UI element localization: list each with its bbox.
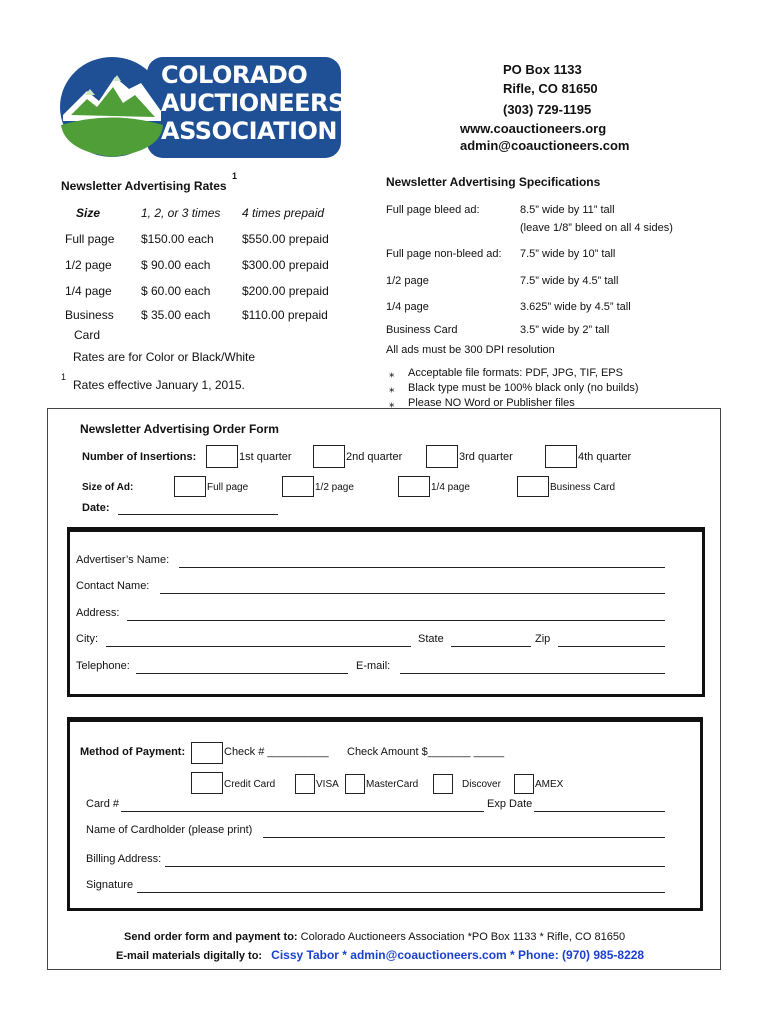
send-to-label: Send order form and payment to: — [124, 931, 298, 943]
spec-value: 3.5” wide by 2” tall — [520, 324, 610, 336]
website-link[interactable]: www.coauctioneers.org — [460, 121, 607, 136]
rate-prepaid: $300.00 prepaid — [242, 258, 329, 272]
insertion-4th-label: 4th quarter — [578, 451, 632, 463]
email-materials-line — [116, 948, 644, 962]
insertion-1st-label: 1st quarter — [239, 451, 292, 463]
address-label: Address: — [76, 607, 120, 619]
contact-name-label: Contact Name: — [76, 580, 150, 592]
rate-size: Full page — [65, 232, 115, 246]
card-number-label: Card # — [86, 798, 120, 810]
discover-label: Discover — [462, 779, 501, 790]
rate-price: $ 60.00 each — [141, 284, 211, 298]
rates-title: Newsletter Advertising Rates — [61, 179, 227, 193]
insertion-4th-checkbox[interactable] — [545, 445, 577, 468]
rate-size: 1/4 page — [65, 284, 112, 298]
size-full-checkbox[interactable] — [174, 476, 206, 497]
size-label: Size of Ad: — [82, 482, 134, 493]
spec-value-cont: (leave 1/8” bleed on all 4 sides) — [520, 222, 673, 234]
bullet-text: Black type must be 100% black only (no builds) — [408, 382, 639, 394]
po-box: PO Box 1133 — [503, 62, 582, 77]
credit-card-label: Credit Card — [224, 779, 276, 790]
spec-label: Full page bleed ad: — [386, 204, 480, 216]
size-half-checkbox[interactable] — [282, 476, 314, 497]
size-quarter-label: 1/4 page — [431, 482, 470, 493]
zip-field[interactable] — [558, 646, 665, 647]
rate-size: Business — [65, 308, 114, 322]
spec-label: 1/2 page — [386, 275, 429, 287]
insertions-label: Number of Insertions: — [82, 451, 197, 463]
size-full-label: Full page — [207, 482, 249, 493]
bullet-text: Acceptable file formats: PDF, JPG, TIF, EPS — [408, 367, 623, 379]
logo-line-1: COLORADO — [161, 61, 308, 89]
email-materials-label: E-mail materials digitally to: — [116, 950, 263, 962]
billing-address-field[interactable] — [165, 866, 665, 867]
send-to-line — [124, 931, 625, 943]
state-field[interactable] — [451, 646, 531, 647]
check-checkbox[interactable] — [191, 742, 223, 764]
rate-prepaid: $110.00 prepaid — [242, 308, 328, 322]
email-link[interactable]: admin@coauctioneers.com — [460, 138, 630, 153]
spec-label: 1/4 page — [386, 301, 429, 313]
insertion-3rd-checkbox[interactable] — [426, 445, 458, 468]
rates-footnote: Rates effective January 1, 2015. — [73, 378, 245, 392]
credit-card-checkbox[interactable] — [191, 772, 223, 794]
city-state: Rifle, CO 81650 — [503, 81, 598, 96]
bullet-icon: ⁎ — [389, 368, 395, 380]
cardholder-field[interactable] — [263, 837, 665, 838]
logo-line-3: ASSOCIATION — [161, 117, 338, 145]
rates-note: Rates are for Color or Black/White — [73, 350, 256, 364]
insertion-1st-checkbox[interactable] — [206, 445, 238, 468]
resolution-note: All ads must be 300 DPI resolution — [386, 344, 555, 356]
send-to-address: Colorado Auctioneers Association *PO Box 1133 * Rifle, CO 81650 — [300, 931, 626, 943]
rate-size: 1/2 page — [65, 258, 112, 272]
spec-value: 3.625” wide by 4.5” tall — [520, 301, 631, 313]
telephone-field[interactable] — [136, 673, 348, 674]
rate-price: $150.00 each — [141, 232, 214, 246]
association-logo — [57, 55, 345, 160]
rate-size-cont: Card — [74, 328, 101, 342]
footnote-mark: 1 — [61, 372, 67, 382]
insertion-2nd-checkbox[interactable] — [313, 445, 345, 468]
mastercard-checkbox[interactable] — [345, 774, 365, 794]
spec-value: 8.5” wide by 11” tall — [520, 204, 615, 216]
rate-price: $ 90.00 each — [141, 258, 211, 272]
insertion-3rd-label: 3rd quarter — [459, 451, 513, 463]
logo-line-2: AUCTIONEERS — [161, 89, 345, 117]
advertiser-name-label: Advertiser’s Name: — [76, 554, 170, 566]
order-form-title: Newsletter Advertising Order Form — [80, 422, 279, 436]
state-label: State — [418, 633, 444, 645]
size-half-label: 1/2 page — [315, 482, 354, 493]
signature-field[interactable] — [137, 892, 665, 893]
bullet-icon: ⁎ — [389, 383, 395, 395]
size-business-label: Business Card — [550, 482, 616, 493]
col-prepaid: 4 times prepaid — [242, 206, 325, 220]
cardholder-label: Name of Cardholder (please print) — [86, 824, 253, 836]
date-label: Date: — [82, 502, 110, 514]
city-field[interactable] — [106, 646, 411, 647]
visa-label: VISA — [316, 779, 339, 790]
bullet-icon: ⁎ — [389, 398, 395, 410]
billing-address-label: Billing Address: — [86, 853, 162, 865]
payment-method-label: Method of Payment: — [80, 746, 186, 758]
email-materials-contact[interactable]: Cissy Tabor * admin@coauctioneers.com * Phone: (970) 985-8228 — [271, 948, 645, 962]
rates-footnote-mark: 1 — [232, 171, 238, 181]
contact-name-field[interactable] — [160, 593, 665, 594]
bullet-text: Please NO Word or Publisher files — [408, 397, 575, 409]
rate-prepaid: $550.00 prepaid — [242, 232, 329, 246]
rate-price: $ 35.00 each — [141, 308, 211, 322]
spec-value: 7.5” wide by 4.5” tall — [520, 275, 619, 287]
col-times: 1, 2, or 3 times — [141, 206, 221, 220]
amex-label: AMEX — [535, 779, 564, 790]
insertion-2nd-label: 2nd quarter — [346, 451, 403, 463]
telephone-label: Telephone: — [76, 660, 130, 672]
address-field[interactable] — [127, 620, 665, 621]
size-quarter-checkbox[interactable] — [398, 476, 430, 497]
email-label: E-mail: — [356, 660, 391, 672]
mastercard-label: MasterCard — [366, 779, 419, 790]
spec-value: 7.5” wide by 10” tall — [520, 248, 616, 260]
advertiser-name-field[interactable] — [179, 567, 665, 568]
spec-label: Business Card — [386, 324, 458, 336]
email-field[interactable] — [400, 673, 665, 674]
exp-date-label: Exp Date — [487, 798, 533, 810]
specs-title: Newsletter Advertising Specifications — [386, 175, 601, 189]
exp-date-field[interactable] — [534, 811, 665, 812]
check-number-label: Check # __________ — [224, 746, 329, 758]
discover-checkbox[interactable] — [433, 774, 453, 794]
spec-label: Full page non-bleed ad: — [386, 248, 502, 260]
card-number-field[interactable] — [121, 811, 484, 812]
city-label: City: — [76, 633, 98, 645]
visa-checkbox[interactable] — [295, 774, 315, 794]
signature-label: Signature — [86, 879, 134, 891]
col-size: Size — [76, 206, 101, 220]
zip-label: Zip — [535, 633, 551, 645]
rate-prepaid: $200.00 prepaid — [242, 284, 329, 298]
phone: (303) 729-1195 — [503, 102, 592, 117]
check-amount-label: Check Amount $_______ _____ — [347, 746, 505, 758]
amex-checkbox[interactable] — [514, 774, 534, 794]
size-business-checkbox[interactable] — [517, 476, 549, 497]
date-field[interactable] — [118, 514, 278, 515]
